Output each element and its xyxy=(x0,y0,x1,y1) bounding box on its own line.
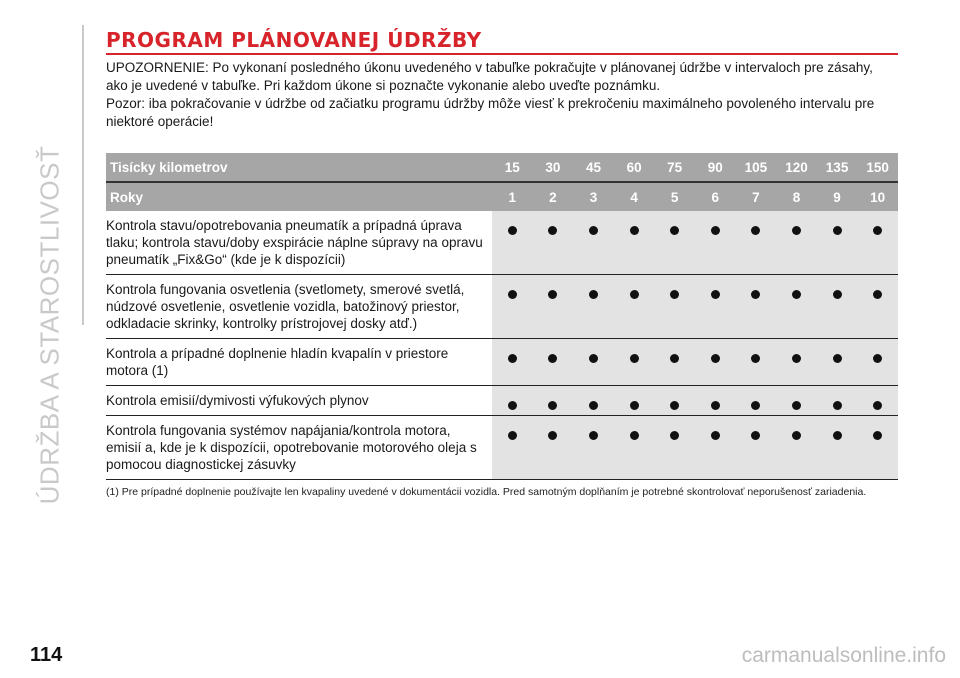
check-dot-icon xyxy=(751,290,760,299)
interval-cell xyxy=(533,339,574,386)
operation-description: Kontrola stavu/opotrebovania pneumatík a prípadná úprava tlaku; kontrola stavu/doby exspirácie náplne súpravy na opravu pneumatík „Fix&Go“ (kde je k dispozícii) xyxy=(106,211,492,275)
interval-cell xyxy=(857,211,898,275)
operation-description: Kontrola emisií/dymivosti výfukových plynov xyxy=(106,386,492,416)
check-dot-icon xyxy=(548,401,557,410)
interval-cell xyxy=(776,416,817,480)
years-header-label: Roky xyxy=(110,189,144,205)
check-dot-icon xyxy=(873,354,882,363)
check-dot-icon xyxy=(548,354,557,363)
table-body xyxy=(106,211,898,480)
year-value-cell: 9 xyxy=(833,189,841,205)
interval-cell xyxy=(533,416,574,480)
km-value-cell: 90 xyxy=(695,153,736,182)
check-dot-icon xyxy=(751,401,760,410)
interval-cell xyxy=(492,275,533,339)
page-number: 114 xyxy=(30,644,63,666)
check-dot-icon xyxy=(711,431,720,440)
interval-cell xyxy=(857,416,898,480)
year-value-cell: 6 xyxy=(711,189,720,205)
interval-cell xyxy=(492,386,533,416)
year-value-cell: 2 xyxy=(549,189,557,205)
check-dot-icon xyxy=(508,431,517,440)
check-dot-icon xyxy=(589,290,598,299)
interval-cell xyxy=(695,211,736,275)
check-dot-icon xyxy=(589,354,598,363)
interval-cell xyxy=(736,416,777,480)
check-dot-icon xyxy=(630,290,639,299)
interval-cell xyxy=(492,339,533,386)
check-dot-icon xyxy=(711,226,720,235)
interval-cell xyxy=(573,386,614,416)
interval-cell xyxy=(573,339,614,386)
check-dot-icon xyxy=(589,226,598,235)
check-dot-icon xyxy=(792,290,801,299)
check-dot-icon xyxy=(792,401,801,410)
km-value-cell: 15 xyxy=(492,153,533,182)
interval-cell xyxy=(695,416,736,480)
watermark: carmanualsonline.info xyxy=(741,644,946,667)
check-dot-icon xyxy=(670,226,679,235)
interval-cell xyxy=(736,275,777,339)
check-dot-icon xyxy=(508,401,517,410)
check-dot-icon xyxy=(792,226,801,235)
check-dot-icon xyxy=(508,290,517,299)
interval-cell xyxy=(817,339,858,386)
interval-cell xyxy=(776,211,817,275)
interval-cell xyxy=(695,339,736,386)
km-value-cell: 60 xyxy=(614,153,655,182)
interval-cell xyxy=(776,339,817,386)
check-dot-icon xyxy=(792,431,801,440)
interval-cell xyxy=(573,211,614,275)
interval-cell xyxy=(654,211,695,275)
check-dot-icon xyxy=(670,401,679,410)
year-value-cell: 10 xyxy=(870,189,886,205)
interval-cell xyxy=(695,386,736,416)
check-dot-icon xyxy=(548,431,557,440)
check-dot-icon xyxy=(751,354,760,363)
check-dot-icon xyxy=(792,354,801,363)
side-title-text: ÚDRŽBA A STAROSTLIVOSŤ xyxy=(34,145,65,505)
year-value-cell: 3 xyxy=(589,189,598,205)
check-dot-icon xyxy=(873,290,882,299)
check-dot-icon xyxy=(508,354,517,363)
check-dot-icon xyxy=(670,431,679,440)
km-header-label: Tisícky kilometrov xyxy=(106,153,492,182)
interval-cell xyxy=(654,416,695,480)
km-value-cell: 45 xyxy=(573,153,614,182)
check-dot-icon xyxy=(630,226,639,235)
interval-cell xyxy=(817,416,858,480)
interval-cell xyxy=(776,386,817,416)
interval-cell xyxy=(736,211,777,275)
interval-cell xyxy=(695,275,736,339)
year-value-cell: 1 xyxy=(508,189,517,205)
operation-description: Kontrola fungovania osvetlenia (svetlomety, smerové svetlá, núdzové osvetlenie, osvetlenie vozidla, batožinový priestor, odkladacie skrinky, kontrolky prístrojovej dosky atď.) xyxy=(106,275,492,339)
interval-cell xyxy=(654,339,695,386)
check-dot-icon xyxy=(630,401,639,410)
interval-cell xyxy=(736,339,777,386)
interval-cell xyxy=(573,275,614,339)
check-dot-icon xyxy=(711,354,720,363)
years-header-row xyxy=(106,182,898,211)
interval-cell xyxy=(857,386,898,416)
check-dot-icon xyxy=(751,431,760,440)
check-dot-icon xyxy=(548,226,557,235)
check-dot-icon xyxy=(670,354,679,363)
interval-cell xyxy=(614,339,655,386)
km-value-cell: 135 xyxy=(817,153,858,182)
interval-cell xyxy=(857,275,898,339)
check-dot-icon xyxy=(873,401,882,410)
table-row xyxy=(106,275,898,339)
page-title: PROGRAM PLÁNOVANEJ ÚDRŽBY xyxy=(106,28,898,55)
check-dot-icon xyxy=(589,431,598,440)
km-header-row xyxy=(106,153,898,182)
table-row xyxy=(106,339,898,386)
km-value-cell: 75 xyxy=(654,153,695,182)
check-dot-icon xyxy=(711,401,720,410)
year-value-cell: 5 xyxy=(670,189,679,205)
check-dot-icon xyxy=(751,226,760,235)
operation-description: Kontrola a prípadné doplnenie hladín kvapalín v priestore motora (1) xyxy=(106,339,492,386)
interval-cell xyxy=(492,211,533,275)
check-dot-icon xyxy=(833,226,842,235)
check-dot-icon xyxy=(833,354,842,363)
page-content xyxy=(106,28,898,498)
check-dot-icon xyxy=(670,290,679,299)
check-dot-icon xyxy=(833,290,842,299)
table-row xyxy=(106,211,898,275)
interval-cell xyxy=(492,416,533,480)
interval-cell xyxy=(817,275,858,339)
operation-description: Kontrola fungovania systémov napájania/kontrola motora, emisií a, kde je k dispozícii, opotrebovanie motorového oleja s pomocou diagnostickej zásuvky xyxy=(106,416,492,480)
intro-warning: UPOZORNENIE: Po vykonaní posledného úkonu uvedeného v tabuľke pokračujte v plánovanej údržbe v intervaloch pre zásahy, ako je uvedené v tabuľke. Pri každom úkone si poznačte vykonanie alebo uveďte poznámku. xyxy=(106,60,873,93)
year-value-cell: 7 xyxy=(752,189,760,205)
check-dot-icon xyxy=(833,431,842,440)
interval-cell xyxy=(857,339,898,386)
interval-cell xyxy=(533,211,574,275)
km-value-cell: 120 xyxy=(776,153,817,182)
check-dot-icon xyxy=(873,226,882,235)
intro-caution: Pozor: iba pokračovanie v údržbe od začiatku programu údržby môže viesť k prekročeniu maximálneho povoleného intervalu pre niektoré operácie! xyxy=(106,96,875,129)
interval-cell xyxy=(817,211,858,275)
interval-cell xyxy=(614,275,655,339)
interval-cell xyxy=(817,386,858,416)
interval-cell xyxy=(614,416,655,480)
interval-cell xyxy=(736,386,777,416)
table-row xyxy=(106,386,898,416)
interval-cell xyxy=(654,275,695,339)
check-dot-icon xyxy=(873,431,882,440)
year-value-cell: 4 xyxy=(630,189,638,205)
year-value-cell: 8 xyxy=(792,189,801,205)
interval-cell xyxy=(614,386,655,416)
check-dot-icon xyxy=(833,401,842,410)
check-dot-icon xyxy=(548,290,557,299)
interval-cell xyxy=(614,211,655,275)
side-divider xyxy=(82,25,84,325)
check-dot-icon xyxy=(508,226,517,235)
interval-cell xyxy=(573,416,614,480)
footnote: (1) Pre prípadné doplnenie používajte len kvapaliny uvedené v dokumentácii vozidla. Pred samotným doplňaním je potrebné skontrolovať neporušenosť zariadenia. xyxy=(106,486,867,498)
table-row xyxy=(106,416,898,480)
interval-cell xyxy=(533,275,574,339)
check-dot-icon xyxy=(589,401,598,410)
maintenance-table xyxy=(106,153,898,480)
check-dot-icon xyxy=(711,290,720,299)
km-value-cell: 150 xyxy=(857,153,898,182)
interval-cell xyxy=(654,386,695,416)
km-value-cell: 30 xyxy=(533,153,574,182)
km-value-cell: 105 xyxy=(736,153,777,182)
interval-cell xyxy=(776,275,817,339)
interval-cell xyxy=(533,386,574,416)
check-dot-icon xyxy=(630,431,639,440)
check-dot-icon xyxy=(630,354,639,363)
